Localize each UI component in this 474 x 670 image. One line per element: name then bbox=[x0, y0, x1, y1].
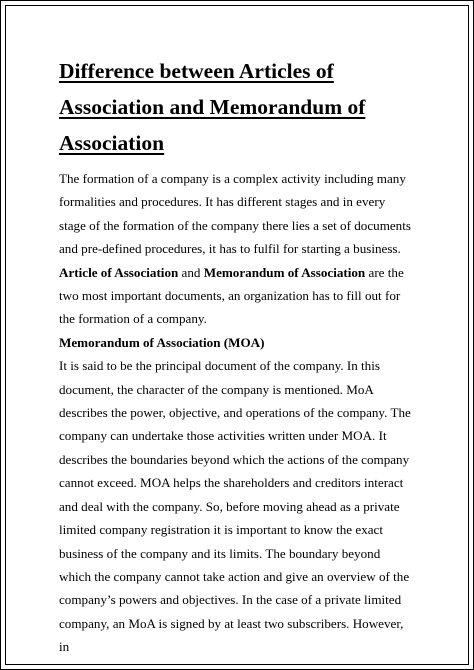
intro-text-2: and bbox=[178, 264, 204, 280]
document-title: Difference between Articles of Association and Memorandum of Association bbox=[59, 59, 366, 155]
section-paragraph: It is said to be the principal document of the company. In this document, the character of the company is mentioned. MoA describes the power, objective, and operations of the company. The company can undertake those activities written under MOA. It describes the boundaries beyond which the actions of the company cannot exceed. MOA helps the shareholders and creditors interact and deal with the company. So, before moving ahead as a private limited company registration it is important to know the exact business of the company and its limits. The boundary beyond which the company cannot take action and give an overview of the company’s powers and objectives. In the case of a private limited company, an MoA is signed by at least two subscribers. However, in bbox=[59, 358, 411, 655]
intro-text-3: are the two most important documents, an organization has to fill out for the formation of a company. bbox=[59, 264, 404, 327]
section-heading: Memorandum of Association (MOA) bbox=[59, 334, 265, 350]
intro-text-1: The formation of a company is a complex activity including many formalities and procedures. It has different stages and in every stage of the formation of the company there lies a set of documents and pre-defined procedures, it has to fulfil for starting a business. bbox=[59, 171, 411, 257]
intro-bold-memorandum: Memorandum of Association bbox=[203, 264, 366, 280]
intro-bold-article: Article of Association bbox=[59, 264, 179, 280]
intro-paragraph bbox=[59, 167, 415, 331]
document-content bbox=[59, 53, 415, 659]
